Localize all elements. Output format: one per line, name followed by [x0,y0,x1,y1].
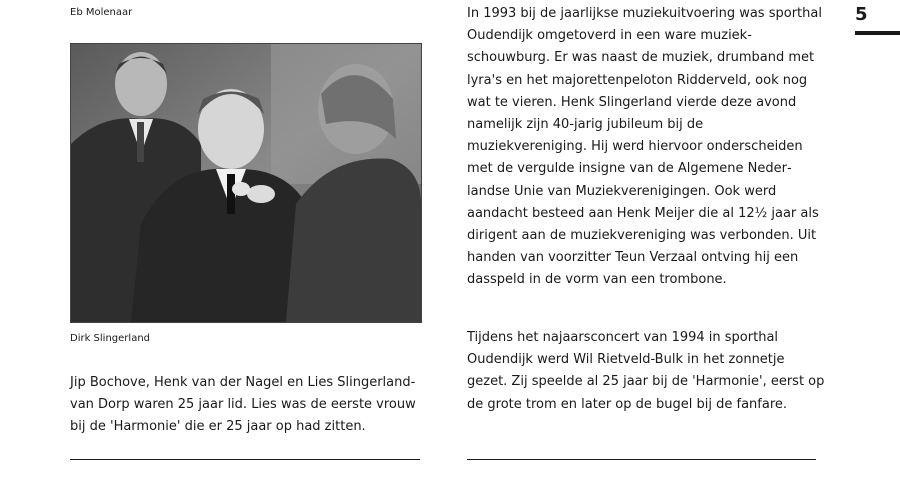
left-paragraph: Jip Bochove, Henk van der Nagel en Lies Slingerland-van Dorp waren 25 jaar lid. Lies was de eerste vrouw bij de 'Harmonie' die er 25 jaar op had zitten. [70,375,416,434]
ceremony-photo [70,43,422,323]
ceremony-photo-image [71,44,421,322]
photo-caption-top: Eb Molenaar [70,7,133,18]
photo-caption-bottom: Dirk Slingerland [70,333,151,344]
left-divider [70,459,420,460]
right-divider [467,459,816,460]
page-number: 5 [855,4,868,25]
page-number-bar [855,31,900,35]
right-paragraph-2: Tijdens het najaarsconcert van 1994 in sporthal Oudendijk werd Wil Rietveld-Bulk in het zonnetje gezet. Zij speelde al 25 jaar bij de 'Harmonie', eerst op de grote trom en later op de bugel bij de fanfare. [467,330,825,412]
right-paragraph-1: In 1993 bij de jaarlijkse muziekuitvoering was sporthal Oudendijk omgetoverd in een ware muziekschouwburg. Er was naast de muziek, drumband met lyra's en het majorettenpeloton Ridderveld, ook nog wat te vieren. Henk Slingerland vierde deze avond namelijk zijn 40-jarig jubileum bij de muziekvereniging. Hij werd hiervoor onderscheiden met de vergulde insigne van de Algemene Nederlandse Unie van Muziekverenigingen. Ook werd aandacht besteed aan Henk Meijer die al 12½ jaar als dirigent aan de muziekvereniging was verbonden. Uit handen van voorzitter Teun Verzaal ontving hij een dasspeld in de vorm van een trombone. [467,6,822,288]
